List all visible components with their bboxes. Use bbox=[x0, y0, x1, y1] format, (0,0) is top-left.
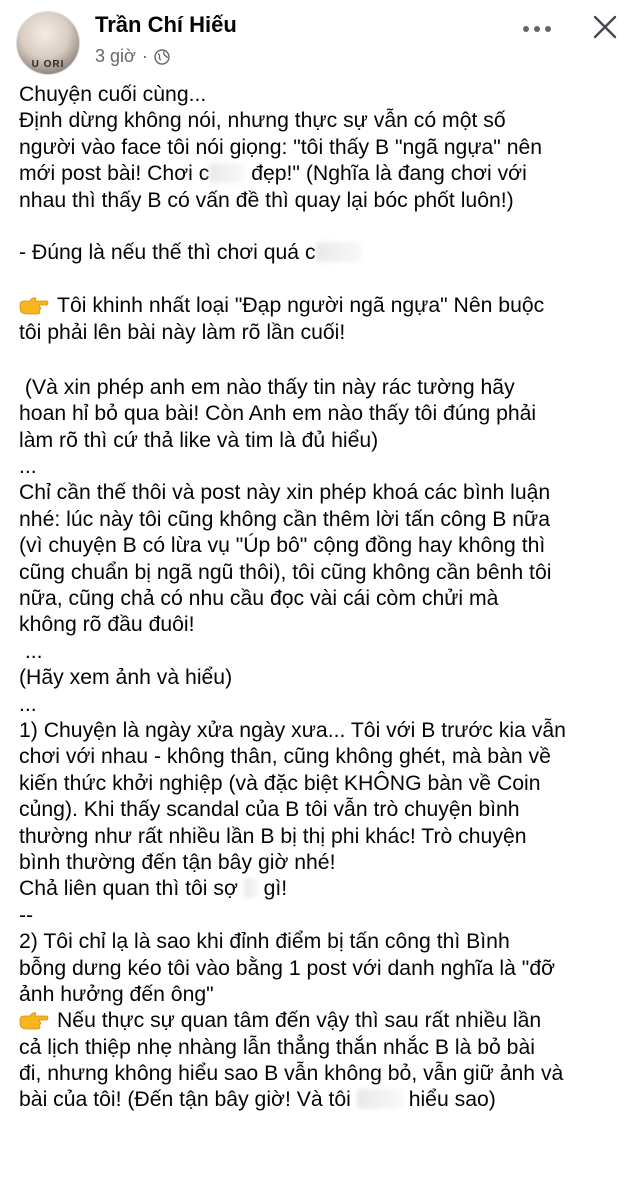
post-text: hiểu sao) bbox=[408, 1088, 496, 1112]
post-line: nhé: lúc này tôi cũng không cần thêm lời tấn công B nữa bbox=[19, 507, 551, 531]
post-body bbox=[19, 82, 629, 1114]
post-line bbox=[19, 876, 629, 902]
post-line: (Và xin phép anh em nào thấy tin này rác tường hãy bbox=[19, 375, 515, 399]
post-line: cả lịch thiệp nhẹ nhàng lẫn thẳng thắn nhắc B là bỏ bài bbox=[19, 1035, 535, 1059]
post-line: bình thường đến tận bây giờ nhé! bbox=[19, 850, 336, 874]
post-line: làm rõ thì cứ thả like và tim là đủ hiểu) bbox=[19, 428, 379, 452]
post-meta bbox=[95, 46, 170, 67]
post-line: củng). Khi thấy scandal của B tôi vẫn trò chuyện bình bbox=[19, 798, 520, 822]
close-icon[interactable] bbox=[584, 8, 626, 46]
post-line: Định dừng không nói, nhưng thực sự vẫn có một số bbox=[19, 109, 506, 133]
avatar-text: U ORI bbox=[31, 59, 65, 70]
post-line: (vì chuyện B có lừa vụ "Úp bô" cộng đồng hay không thì bbox=[19, 534, 546, 558]
post-text: mới post bài! Chơi c bbox=[19, 162, 210, 186]
redacted-text bbox=[316, 242, 362, 262]
post-line bbox=[19, 161, 629, 187]
blank-line bbox=[19, 346, 629, 375]
post-line: 1) Chuyện là ngày xửa ngày xưa... Tôi với B trước kia vẫn bbox=[19, 718, 566, 742]
post-line: Chuyện cuối cùng... bbox=[19, 83, 207, 106]
post-text: Nếu thực sự quan tâm đến vậy thì sau rất nhiều lần bbox=[57, 1009, 542, 1033]
post-line: đi, nhưng không hiểu sao B vẫn không bỏ, vẫn giữ ảnh và bbox=[19, 1062, 564, 1086]
post-line: hoan hỉ bỏ qua bài! Còn Anh em nào thấy tôi đúng phải bbox=[19, 402, 537, 426]
post-line: ... bbox=[19, 639, 43, 663]
blank-line bbox=[19, 214, 629, 240]
post-line: ảnh hưởng đến ông" bbox=[19, 982, 214, 1006]
post-line bbox=[19, 1008, 629, 1034]
post-line bbox=[19, 240, 629, 266]
redacted-text bbox=[357, 1089, 403, 1109]
pointing-hand-icon bbox=[19, 295, 49, 315]
redacted-text bbox=[244, 878, 258, 898]
post-line: ... bbox=[19, 692, 37, 716]
post-line: thường như rất nhiều lần B bị thị phi khác! Trò chuyện bbox=[19, 824, 527, 848]
post-text: - Đúng là nếu thế thì chơi quá c bbox=[19, 241, 316, 265]
post-line: chơi với nhau - không thân, cũng không ghét, mà bàn về bbox=[19, 745, 551, 769]
post-line: tôi phải lên bài này làm rõ lần cuối! bbox=[19, 320, 346, 344]
post-line: ... bbox=[19, 455, 37, 479]
post-line: (Hãy xem ảnh và hiểu) bbox=[19, 666, 233, 690]
meta-separator: · bbox=[141, 46, 148, 66]
post-line: -- bbox=[19, 903, 34, 927]
post-text: Tôi khinh nhất loại "Đạp người ngã ngựa" Nên buộc bbox=[57, 294, 545, 318]
post-timestamp[interactable]: 3 giờ bbox=[95, 46, 136, 66]
post-text: bài của tôi! (Đến tận bây giờ! Và tôi bbox=[19, 1088, 351, 1112]
post-header bbox=[0, 0, 640, 82]
post-line: kiến thức khởi nghiệp (và đặc biệt KHÔNG bàn về Coin bbox=[19, 771, 541, 795]
pointing-hand-icon bbox=[19, 1010, 49, 1030]
post-line: người vào face tôi nói giọng: "tôi thấy B "ngã ngựa" nên bbox=[19, 135, 543, 159]
post-text: Chả liên quan thì tôi sợ bbox=[19, 877, 238, 901]
post-text: đẹp!" (Nghĩa là đang chơi với bbox=[251, 162, 527, 186]
post-line: không rõ đầu đuôi! bbox=[19, 613, 195, 637]
post-line: nữa, cũng chả có nhu cầu đọc vài cái còm chửi mà bbox=[19, 587, 499, 611]
author-name[interactable]: Trần Chí Hiếu bbox=[95, 12, 237, 37]
post-line: 2) Tôi chỉ lạ là sao khi đỉnh điểm bị tấn công thì Bình bbox=[19, 930, 510, 954]
more-horizontal-icon[interactable] bbox=[516, 14, 558, 44]
post-line: bỗng dưng kéo tôi vào bằng 1 post với danh nghĩa là "đỡ bbox=[19, 956, 556, 980]
post-text: gì! bbox=[263, 877, 288, 901]
blank-line bbox=[19, 267, 629, 293]
avatar[interactable] bbox=[16, 11, 80, 75]
globe-icon bbox=[154, 49, 170, 65]
post-line bbox=[19, 1087, 629, 1113]
post-line: nhau thì thấy B có vấn đề thì quay lại bóc phốt luôn!) bbox=[19, 188, 514, 212]
post-line bbox=[19, 293, 629, 319]
redacted-text bbox=[209, 163, 245, 183]
post-line: cũng chuẩn bị ngã ngũ thôi), tôi cũng không cần bênh tôi bbox=[19, 560, 552, 584]
post-line: Chỉ cần thế thôi và post này xin phép khoá các bình luận bbox=[19, 481, 551, 505]
